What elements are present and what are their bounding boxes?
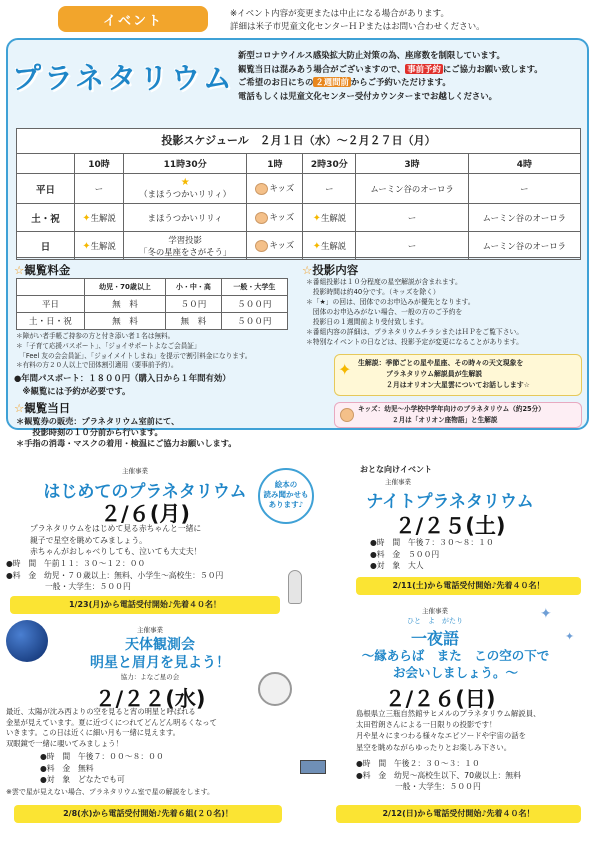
sponsor-label: 主催事業	[385, 478, 411, 486]
fees-heading-text: 観覧料金	[24, 263, 71, 277]
notice-line: ※イベント内容が変更または中止になる場合があります。	[230, 9, 449, 19]
kid-icon	[340, 408, 354, 422]
sponsor-label: 主催事業	[422, 607, 448, 615]
program-name: 生解説	[320, 212, 347, 223]
schedule-cell: ー	[468, 174, 580, 204]
schedule-table	[16, 153, 581, 260]
star-icon: ☆	[302, 263, 313, 277]
reserve-highlight: 事前予約	[407, 63, 441, 74]
annual-pass-line: ※観覧には予約が必要です。	[14, 385, 131, 396]
intro-line: 電話もしくは児童文化センター受付カウンターまでお越しください。	[238, 90, 497, 101]
fee-cell: ５０円	[166, 296, 222, 313]
schedule-cell	[247, 174, 303, 204]
info-line: ●対 象 どなたでも可	[40, 775, 125, 785]
schedule-cell	[303, 204, 356, 232]
content-line: ＊「★」の回は、団体でのお申込みが優先となります。	[306, 298, 475, 306]
event-tab: イベント	[58, 6, 208, 32]
kid-icon	[255, 240, 268, 252]
row-label: 土・祝	[17, 204, 75, 232]
intro-line	[238, 76, 588, 90]
schedule-cell: ムーミン谷のオーロラ	[468, 232, 580, 260]
desc-line: 島根県立三瓶自然館サヒメルのプラネタリウム解説員、	[356, 709, 541, 718]
fee-header	[17, 279, 85, 296]
content-heading	[302, 262, 358, 278]
fee-notes	[16, 332, 316, 371]
info-line: ●対 象 大人	[370, 561, 424, 571]
schedule-cell	[123, 174, 246, 204]
first-event-title: はじめてのプラネタリウム	[43, 482, 247, 502]
kansoku-title: 天体観測会	[125, 637, 195, 653]
content-line: ＊番組内容の詳細は、プラネタリウムチラシまたはＨＰをご覧下さい。	[306, 328, 524, 336]
schedule-header: 10時	[75, 154, 124, 174]
desc-line: 赤ちゃんがおしゃべりしても、泣いても大丈夫！	[30, 547, 202, 557]
fee-cell: 無 料	[84, 296, 165, 313]
coop-label: 協力：よなご星の会	[120, 673, 180, 681]
rocket-icon	[288, 570, 302, 604]
first-event-phone-bar: 1/23(月)から電話受付開始♪先着４０名！	[10, 596, 280, 614]
live-star-icon: ✦	[338, 360, 352, 379]
live-icon: ✦	[312, 240, 321, 252]
ichiya-title: 一夜語	[410, 629, 459, 648]
schedule-cell	[75, 232, 124, 260]
live-line: ２月はオリオン大星雲についてお話しします☆	[386, 381, 530, 389]
intro-text: 観覧当日は混みあう場合がございますので、	[238, 63, 406, 74]
info-line: ●時 間 午後２：３０～３：１０	[356, 759, 480, 768]
desc-line: いきます。この日は近くに細い月も一緒に見えます。	[6, 728, 180, 738]
fee-note: ＊有料の方２０人以上で団体割引適用（要事前予約）。	[16, 361, 178, 370]
schedule-cell: ムーミン谷のオーロラ	[468, 204, 580, 232]
first-event-info	[6, 558, 296, 593]
desc-line: 星空を眺めながらゆったりとお楽しみ下さい。	[356, 742, 512, 752]
schedule-cell: ー	[303, 174, 356, 204]
schedule-header: 3時	[356, 154, 468, 174]
day-info	[16, 416, 326, 449]
schedule-header: 4時	[468, 154, 580, 174]
kids-info	[358, 404, 582, 425]
intro-text: ご希望のお日にちの	[238, 77, 314, 88]
day-line: 投影時刻の１０分前から行います。	[16, 427, 163, 437]
kids-line: キッズ：幼児～小学校中学年向けのプラネタリウム（約25分）	[358, 405, 545, 413]
day-heading-text: 観覧当日	[24, 401, 71, 415]
ichiya-phone-bar: 2/12(日)から電話受付開始♪先着４０名！	[336, 805, 581, 823]
annual-pass	[14, 372, 314, 397]
star-icon: ✦	[565, 630, 575, 643]
row-label: 日	[17, 232, 75, 260]
intro-line: 新型コロナウイルス感染拡大防止対策の為、座席数を制限しています。	[238, 50, 505, 60]
ichiya-subtitle: お会いしましょう。～	[392, 665, 518, 680]
info-line: 一般・大学生：５００円	[356, 782, 481, 792]
satellite-icon	[300, 760, 326, 774]
schedule-header: 11時30分	[123, 154, 246, 174]
content-line: 投影時間は約40分です。（キッズを除く）	[306, 288, 440, 296]
info-line: 一般・大学生：５００円	[6, 582, 131, 592]
schedule-cell	[123, 232, 246, 260]
info-line: ●時 間 午前１１：３０～１２：００	[6, 559, 146, 568]
live-icon: ✦	[312, 212, 321, 224]
schedule-cell: ムーミン谷のオーロラ	[356, 174, 468, 204]
schedule-cell	[247, 232, 303, 260]
info-line: ●料 金 幼児～高校生以下、70歳以上：無料	[356, 770, 521, 780]
desc-line: 最近、太陽が沈み西よりの空を見ると宵の明星と呼ばれる	[6, 707, 196, 716]
two-weeks-highlight: ２週間前	[315, 77, 349, 88]
fee-cell: 土・日・祝	[17, 313, 85, 330]
schedule-cell	[247, 204, 303, 232]
day-line: ＊手指の消毒・マスクの着用・検温にご協力お願いします。	[16, 438, 237, 448]
program-name: キッズ	[269, 183, 295, 194]
kansoku-phone-bar: 2/8(水)から電話受付開始♪先着６組(２０名)！	[14, 805, 282, 823]
day-heading	[14, 400, 70, 416]
fee-cell: ５００円	[221, 296, 287, 313]
notice-line: 詳細は米子市児童文化センターＨＰまたはお問い合わせください。	[230, 22, 485, 32]
star-icon: ☆	[14, 263, 25, 277]
fee-header: 一般・大学生	[221, 279, 287, 296]
star-icon: ★	[180, 177, 190, 188]
program-name: 学習投影	[168, 234, 202, 245]
content-line: ＊特別なイベントの日などは、投影予定が変更になることがあります。	[306, 338, 523, 346]
schedule-cell	[303, 232, 356, 260]
info-line: ●時 間 午後７：００～８：００	[40, 752, 164, 761]
live-icon: ✦	[82, 212, 91, 224]
night-event-title: ナイトプラネタリウム	[366, 492, 534, 512]
program-name: 生解説	[90, 212, 116, 223]
desc-line: 太田哲朗さんによる一日限りの投影です！	[356, 720, 497, 730]
fee-cell: 無 料	[166, 313, 222, 330]
fees-heading	[14, 262, 70, 278]
kansoku-info	[40, 751, 280, 786]
day-line: ＊観覧券の販売：プラネタリウム室前にて、	[16, 416, 180, 426]
sponsor-label: 主催事業	[122, 467, 148, 475]
planetarium-title: プラネタリウム	[12, 61, 235, 95]
ichiya-info	[356, 758, 591, 793]
content-line: ＊番組投影は１０分程度の星空解説が含まれます。	[306, 278, 462, 286]
adult-label: おとな向けイベント	[360, 465, 432, 474]
program-name: キッズ	[269, 240, 295, 251]
content-line: 団体のお申込みがない場合、一般の方のご予約を	[306, 308, 463, 316]
ichiya-subtitle: ～縁あらば また この空の下で	[361, 648, 550, 663]
planetarium-intro	[238, 49, 588, 103]
live-line: 生解説：季節ごとの星や星座、その時々の天文現象を	[358, 359, 524, 367]
row-label: 平日	[17, 174, 75, 204]
fee-note: 「Feel 友の会会員証」、「ジョイメイトしまね」を提示で割引料金になります。	[16, 351, 252, 360]
desc-line: 金星が見えています。夏に近づくにつれてどんどん明るくなって	[6, 717, 217, 727]
fee-note: ＊障がい者手帳ご持参の方と付き添い者１名は無料。	[16, 332, 175, 340]
fee-cell: ５００円	[221, 313, 287, 330]
ichiya-date: ２/２６(日)	[384, 687, 496, 711]
schedule-cell	[75, 204, 124, 232]
kansoku-desc	[6, 707, 296, 749]
night-event-phone-bar: 2/11(土)から電話受付開始♪先着４０名！	[356, 577, 581, 595]
fee-header: 幼児・70歳以上	[84, 279, 165, 296]
intro-text: にご協力お願い致します。	[442, 63, 543, 74]
fee-header: 小・中・高	[166, 279, 222, 296]
schedule-cell: ー	[356, 232, 468, 260]
schedule-header	[17, 154, 75, 174]
desc-line: 親子で星空を眺めてみましょう。	[30, 535, 147, 545]
content-list	[306, 277, 586, 347]
program-name: 生解説	[320, 240, 347, 251]
info-line: ●料 金 ５００円	[370, 549, 440, 559]
schedule-cell: まほうつかいリリィ	[123, 204, 246, 232]
schedule-cell: ー	[356, 204, 468, 232]
night-event-date: ２/２５(土)	[394, 514, 506, 538]
first-event-desc	[30, 523, 280, 558]
info-line: ●時 間 午後７：３０～８：１０	[370, 538, 494, 547]
live-commentary	[358, 358, 580, 391]
star-icon: ✦	[540, 606, 552, 622]
kansoku-note: ※雲で星が見えない場合、プラネタリウム室で星の解説をします。	[6, 788, 215, 796]
desc-line: プラネタリウムをはじめて見る赤ちゃんと一緒に	[30, 524, 202, 533]
content-heading-text: 投影内容	[312, 263, 359, 277]
ichiya-desc	[356, 708, 591, 753]
program-name: 生解説	[90, 240, 116, 251]
title-ruby: ひと よ がたり	[407, 617, 463, 625]
info-line: ●料 金 幼児・７０歳以上：無料、小学生～高校生：５０円	[6, 570, 224, 580]
sponsor-label: 主催事業	[137, 626, 163, 634]
live-icon: ✦	[82, 240, 91, 252]
reading-bubble	[258, 468, 314, 524]
first-event-date: ２/６(月)	[100, 502, 190, 526]
kansoku-date: ２/２２(水)	[94, 687, 206, 711]
schedule-cell: ー	[75, 174, 124, 204]
info-line: ●料 金 無料	[40, 763, 94, 773]
content-line: 投影日の１週間前より受付致します。	[306, 318, 428, 326]
star-icon: ☆	[14, 401, 25, 415]
night-event-info	[370, 537, 580, 572]
kids-line: ２月は「オリオン座物語」と生解説	[392, 415, 498, 424]
kid-icon	[255, 212, 268, 224]
fee-table	[16, 278, 288, 330]
intro-text: からご予約いただけます。	[350, 77, 451, 88]
fee-cell: 無 料	[84, 313, 165, 330]
desc-line: 月や星々にまつわる様々なエピソードや宇宙の話を	[356, 731, 526, 741]
kid-icon	[255, 183, 268, 195]
program-name: （まほうつかいリリィ）	[139, 189, 232, 199]
bubble-text: 絵本の 読み聞かせも あります♪	[263, 480, 309, 509]
fee-cell: 平日	[17, 296, 85, 313]
annual-pass-line: ●年間パスポート：１８００円（購入日から１年間有効）	[14, 373, 231, 383]
live-line: プラネタリウム解説員が生解説	[386, 370, 483, 378]
schedule-title: 投影スケジュール ２月１日（水）～２月２７日（月）	[161, 134, 436, 147]
program-name: 「冬の星座をさがそう」	[139, 246, 232, 257]
program-name: キッズ	[269, 212, 295, 223]
notice	[230, 8, 485, 34]
schedule-header: 1時	[247, 154, 303, 174]
schedule-header: 2時30分	[303, 154, 356, 174]
fee-note: ＊「子育て応援パスポート」、「ジョイサポートよなご会員証」	[16, 341, 201, 350]
kansoku-subtitle: 明星と眉月を見よう！	[90, 655, 230, 671]
intro-line	[238, 63, 588, 77]
desc-line: 双眼鏡で一緒に覗いてみましょう！	[6, 738, 123, 748]
